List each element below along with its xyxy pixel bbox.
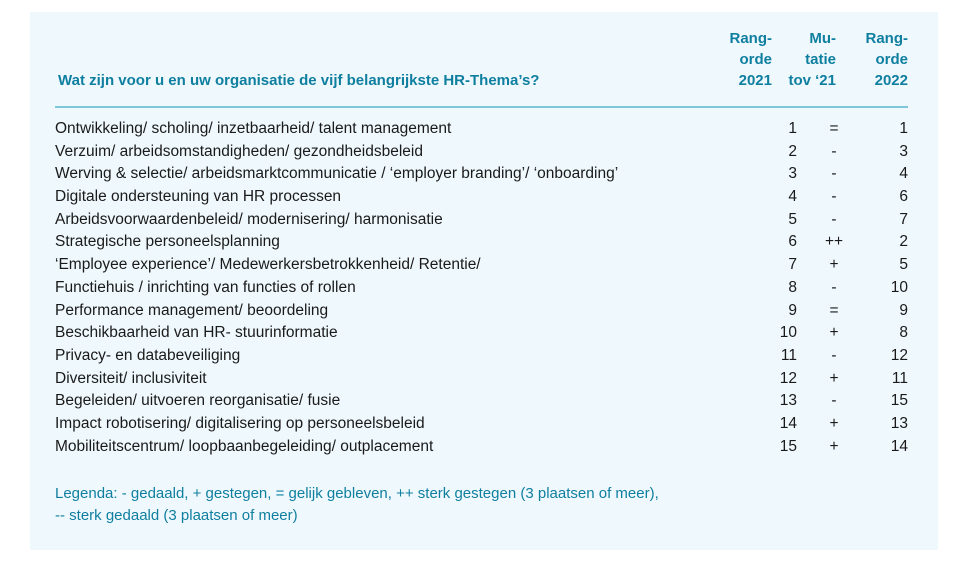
mutation-cell: ++ <box>824 233 844 251</box>
theme-cell: Digitale ondersteuning van HR processen <box>55 188 342 206</box>
rank-2021-cell: 4 <box>788 188 797 206</box>
header-line: tatie <box>805 51 836 68</box>
rank-2022-cell: 14 <box>890 437 908 455</box>
theme-cell: Ontwikkeling/ scholing/ inzetbaarheid/ talent management <box>55 120 452 137</box>
rank-2022-cell: 2 <box>899 233 908 251</box>
rank-2021-cell: 3 <box>788 165 797 183</box>
column-header-rank-2021 <box>712 28 772 91</box>
rank-2021-cell: 12 <box>779 369 797 387</box>
rank-2021-cell: 7 <box>788 256 797 274</box>
rank-2021-cell: 14 <box>779 414 797 432</box>
rank-2022-cell: 6 <box>899 188 908 206</box>
rank-2021-cell: 1 <box>788 120 797 137</box>
table-row <box>55 232 908 255</box>
table-row <box>55 414 908 437</box>
header-line: 2021 <box>738 72 772 89</box>
rank-2022-cell: 10 <box>890 278 908 296</box>
theme-cell: Diversiteit/ inclusiviteit <box>55 369 207 387</box>
mutation-cell: - <box>831 392 837 410</box>
hr-themes-table <box>30 12 938 550</box>
rank-2021-cell: 6 <box>788 233 797 251</box>
table-row <box>55 119 908 142</box>
theme-cell: Strategische personeelsplanning <box>55 233 280 251</box>
theme-cell: Werving & selectie/ arbeidsmarktcommunicatie / ‘employer branding’/ ‘onboarding’ <box>55 165 619 183</box>
legend <box>55 483 659 527</box>
theme-cell: Arbeidsvoorwaardenbeleid/ modernisering/ harmonisatie <box>55 210 443 228</box>
rank-2022-cell: 1 <box>899 120 908 137</box>
header-line: orde <box>739 51 772 68</box>
theme-cell: Privacy- en databeveiliging <box>55 346 241 364</box>
mutation-cell: - <box>831 188 837 206</box>
theme-cell: Begeleiden/ uitvoeren reorganisatie/ fusie <box>55 392 341 410</box>
mutation-cell: - <box>831 210 837 228</box>
header-line: Rang- <box>865 30 908 47</box>
mutation-cell: + <box>829 414 839 432</box>
rank-2021-cell: 5 <box>788 210 797 228</box>
rank-2021-cell: 13 <box>779 392 797 410</box>
theme-cell: Performance management/ beoordeling <box>55 301 329 319</box>
rank-2022-cell: 3 <box>899 142 908 160</box>
theme-cell: Mobiliteitscentrum/ loopbaanbegeleiding/ outplacement <box>55 437 434 455</box>
mutation-cell: + <box>829 369 839 387</box>
rank-2022-cell: 7 <box>899 210 908 228</box>
table-question-header: Wat zijn voor u en uw organisatie de vijf belangrijkste HR-Thema’s? <box>58 72 540 89</box>
table-row <box>55 323 908 346</box>
table-row <box>55 210 908 233</box>
rank-2021-cell: 15 <box>779 437 797 455</box>
mutation-cell: = <box>829 301 839 319</box>
table-row <box>55 142 908 165</box>
mutation-cell: + <box>829 324 839 342</box>
table-row <box>55 255 908 278</box>
theme-cell: Functiehuis / inrichting van functies of rollen <box>55 278 356 296</box>
mutation-cell: + <box>829 256 839 274</box>
header-line: orde <box>875 51 908 68</box>
theme-cell: Verzuim/ arbeidsomstandigheden/ gezondheidsbeleid <box>55 142 423 160</box>
column-header-mutation <box>778 28 836 91</box>
table-row <box>55 346 908 369</box>
table-row <box>55 301 908 324</box>
mutation-cell: - <box>831 278 837 296</box>
mutation-cell: = <box>829 120 839 137</box>
rank-2021-cell: 8 <box>788 278 797 296</box>
rank-2021-cell: 2 <box>788 142 797 160</box>
rank-2022-cell: 13 <box>890 414 908 432</box>
header-line: tov ‘21 <box>788 72 836 89</box>
theme-cell: ‘Employee experience’/ Medewerkersbetrokkenheid/ Retentie/ <box>55 256 481 274</box>
theme-cell: Beschikbaarheid van HR- stuurinformatie <box>55 324 338 342</box>
rank-2022-cell: 11 <box>891 369 908 387</box>
rank-2021-cell: 9 <box>788 301 797 319</box>
rank-2022-cell: 5 <box>899 256 908 274</box>
rank-2022-cell: 15 <box>890 392 908 410</box>
table-row <box>55 437 908 460</box>
table-body <box>55 119 908 459</box>
header-line: Mu- <box>809 30 836 47</box>
table-row <box>55 164 908 187</box>
table-row <box>55 187 908 210</box>
rank-2022-cell: 4 <box>899 165 908 183</box>
rank-2021-cell: 10 <box>779 324 797 342</box>
theme-cell: Impact robotisering/ digitalisering op personeelsbeleid <box>55 414 425 432</box>
mutation-cell: - <box>831 142 837 160</box>
header-divider <box>55 106 908 108</box>
header-line: Rang- <box>729 30 772 47</box>
rank-2021-cell: 11 <box>780 346 797 364</box>
header-line: 2022 <box>874 72 908 89</box>
rank-2022-cell: 8 <box>899 324 908 342</box>
table-row <box>55 369 908 392</box>
mutation-cell: - <box>831 346 837 364</box>
legend-line: -- sterk gedaald (3 plaatsen of meer) <box>55 507 298 524</box>
mutation-cell: + <box>829 437 839 455</box>
table-row <box>55 391 908 414</box>
table-row <box>55 278 908 301</box>
mutation-cell: - <box>831 165 837 183</box>
rank-2022-cell: 9 <box>899 301 908 319</box>
legend-line: Legenda: - gedaald, + gestegen, = gelijk gebleven, ++ sterk gestegen (3 plaatsen of meer), <box>55 485 659 502</box>
rank-2022-cell: 12 <box>890 346 908 364</box>
column-header-rank-2022 <box>848 28 908 91</box>
